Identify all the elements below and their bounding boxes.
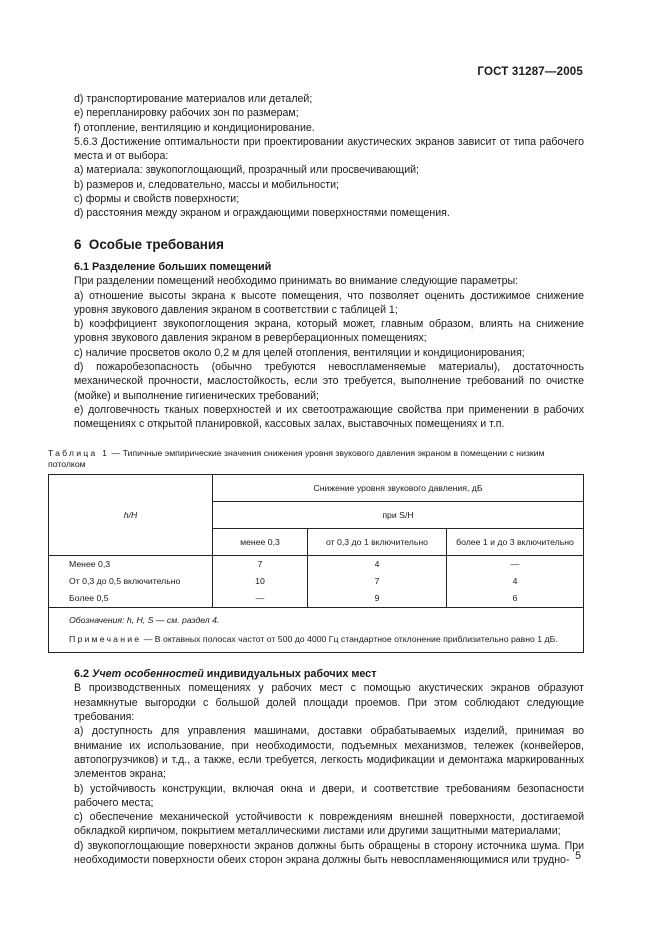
subsection-6-1-heading: 6.1 Разделение больших помещений	[74, 260, 272, 273]
cell: 7	[308, 573, 447, 590]
table-caption-text: — Типичные эмпирические значения снижения уровня звукового давления экраном в помещении с низким потолком	[48, 447, 545, 470]
designations: Обозначения: h, H, S — см. раздел 4.	[69, 615, 220, 626]
cell: 7	[213, 556, 308, 574]
row-label: От 0,3 до 0,5 включительно	[49, 573, 213, 590]
list-item: а) доступность для управления машинами, доставки обрабатываемых изделий, принимая во внимание их использование, при необходимости, подъемных механизмов, тележек (конвейеров, автопогрузчиков) и т.д., а также, если требуется, легкость модификации и демонтажа маркированных элементов экрана;	[74, 725, 584, 781]
cell: 10	[213, 573, 308, 590]
list-item: e) долговечность тканых поверхностей и их светоотражающие свойства при применении в рабочих помещениях с открытой планировкой, кассовых залах, выставочных помещениях и т.п.	[74, 403, 584, 431]
page-content	[48, 92, 584, 867]
table-caption-label: Таблица 1	[48, 447, 110, 458]
col-header: более 1 и до 3 включительно	[447, 529, 584, 556]
col-header: менее 0,3	[213, 529, 308, 556]
sub-header: при S/H	[213, 502, 584, 529]
row-label: Более 0,5	[49, 590, 213, 608]
page-number: 5	[575, 850, 581, 862]
list-item: а) материала: звукопоглощающий, прозрачный или просвечивающий;	[74, 164, 419, 177]
list-item: d) пожаробезопасность (обычно требуются невоспламеняемые материалы), достаточность механической прочности, маслостойкость, если это требуется, выполнение требований по очистке (мойке) и выполнение гигиенических требований;	[74, 361, 584, 402]
heading-italic: Учет особенностей	[92, 668, 204, 681]
table-footnotes	[49, 608, 584, 653]
clause-5-6-3: 5.6.3 Достижение оптимальности при проектировании акустических экранов зависит от типа рабочего места и от выбора:	[74, 135, 584, 163]
table-caption	[48, 448, 584, 472]
table-row	[49, 556, 584, 574]
list-item: c) наличие просветов около 0,2 м для целей отопления, вентиляции и кондиционирования;	[74, 346, 525, 359]
list-item: b) размеров и, следовательно, массы и мобильности;	[74, 178, 339, 191]
table-row	[49, 573, 584, 590]
heading-number: 6.2	[74, 668, 93, 681]
cell: 6	[447, 590, 584, 608]
col-header-hH: h/H	[49, 475, 213, 556]
row-label: Менее 0,3	[49, 556, 213, 574]
group-header: Снижение уровня звукового давления, дБ	[213, 475, 584, 502]
cell: 4	[447, 573, 584, 590]
list-item: c) формы и свойств поверхности;	[74, 193, 240, 206]
paragraph: В производственных помещениях у рабочих мест с помощью акустических экранов образуют незамкнутые выгородки с большой долей площади проемов. При этом соблюдают следующие требования:	[74, 682, 584, 724]
cell: 9	[308, 590, 447, 608]
note-text: — В октавных полосах частот от 500 до 4000 Гц стандартное отклонение приблизительно равно 1 дБ.	[141, 634, 558, 645]
table-note	[69, 633, 577, 646]
col-header: от 0,3 до 1 включительно	[308, 529, 447, 556]
list-item: d) транспортирование материалов или деталей;	[74, 93, 313, 105]
list-item: а) отношение высоты экрана к высоте помещения, что позволяет оценить достижимое снижение уровня звукового давления экраном в соответствии с таблицей 1;	[74, 289, 584, 316]
list-item: d) звукопоглощающие поверхности экранов должны быть обращены в сторону источника шума. При необходимости поверхности обеих сторон экрана должны быть невоспламеняющимися или трудно-	[74, 839, 584, 866]
standard-header: ГОСТ 31287—2005	[477, 66, 583, 78]
section-number: 6	[74, 236, 82, 252]
list-item: b) коэффициент звукопоглощения экрана, который может, главным образом, влиять на снижение уровня звукового давления экраном в реверберационных помещениях;	[74, 318, 584, 345]
cell: 4	[308, 556, 447, 574]
subsection-6-2-heading	[74, 667, 584, 681]
cell: —	[447, 556, 584, 574]
list-item: f) отопление, вентиляцию и кондиционирование.	[74, 121, 315, 134]
list-item: d) расстояния между экраном и ограждающими поверхностями помещения.	[74, 207, 450, 220]
list-item: e) перепланировку рабочих зон по размерам;	[74, 107, 299, 120]
list-item: c) обеспечение механической устойчивости к повреждениям внешней поверхности, достигаемой обкладкой кирпичом, покрытием металлическими листами или другими защитными материалами;	[74, 811, 584, 838]
table-row	[49, 590, 584, 608]
paragraph: При разделении помещений необходимо принимать во внимание следующие параметры:	[74, 275, 519, 288]
heading-rest: индивидуальных рабочих мест	[203, 668, 377, 681]
cell: —	[213, 590, 308, 608]
section-title: Особые требования	[88, 236, 224, 252]
section-6-heading	[74, 238, 584, 252]
note-label: Примечание	[69, 634, 142, 645]
table-1	[48, 474, 584, 653]
list-item: b) устойчивость конструкции, включая окна и двери, и соответствие требованиям безопасности рабочего места;	[74, 782, 584, 809]
